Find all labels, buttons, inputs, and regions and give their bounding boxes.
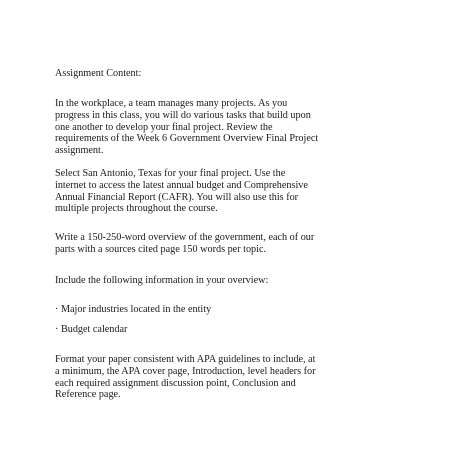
bullet-major-industries: · Major industries located in the entity <box>55 304 212 315</box>
format-paragraph: Format your paper consistent with APA guidelines to include, at a minimum, the APA cover page, Introduction, level headers for each required assignment discussion point, Conclusion and Reference page. <box>55 354 316 401</box>
city-selection-paragraph: Select San Antonio, Texas for your final project. Use the internet to access the latest annual budget and Comprehensive Annual Financial Report (CAFR). You will also use this for multiple projects throughout the course. <box>55 168 308 215</box>
bullet-budget-calendar: · Budget calendar <box>55 324 128 335</box>
intro-paragraph: In the workplace, a team manages many projects. As you progress in this class, you will do various tasks that build upon one another to develop your final project. Review the requirements of the Week 6 Government Overview Final Project assignment. <box>55 98 319 157</box>
assignment-heading: Assignment Content: <box>55 68 142 79</box>
include-info-paragraph: Include the following information in your overview: <box>55 275 269 286</box>
word-count-paragraph: Write a 150-250-word overview of the government, each of our parts with a sources cited page 150 words per topic. <box>55 232 315 255</box>
